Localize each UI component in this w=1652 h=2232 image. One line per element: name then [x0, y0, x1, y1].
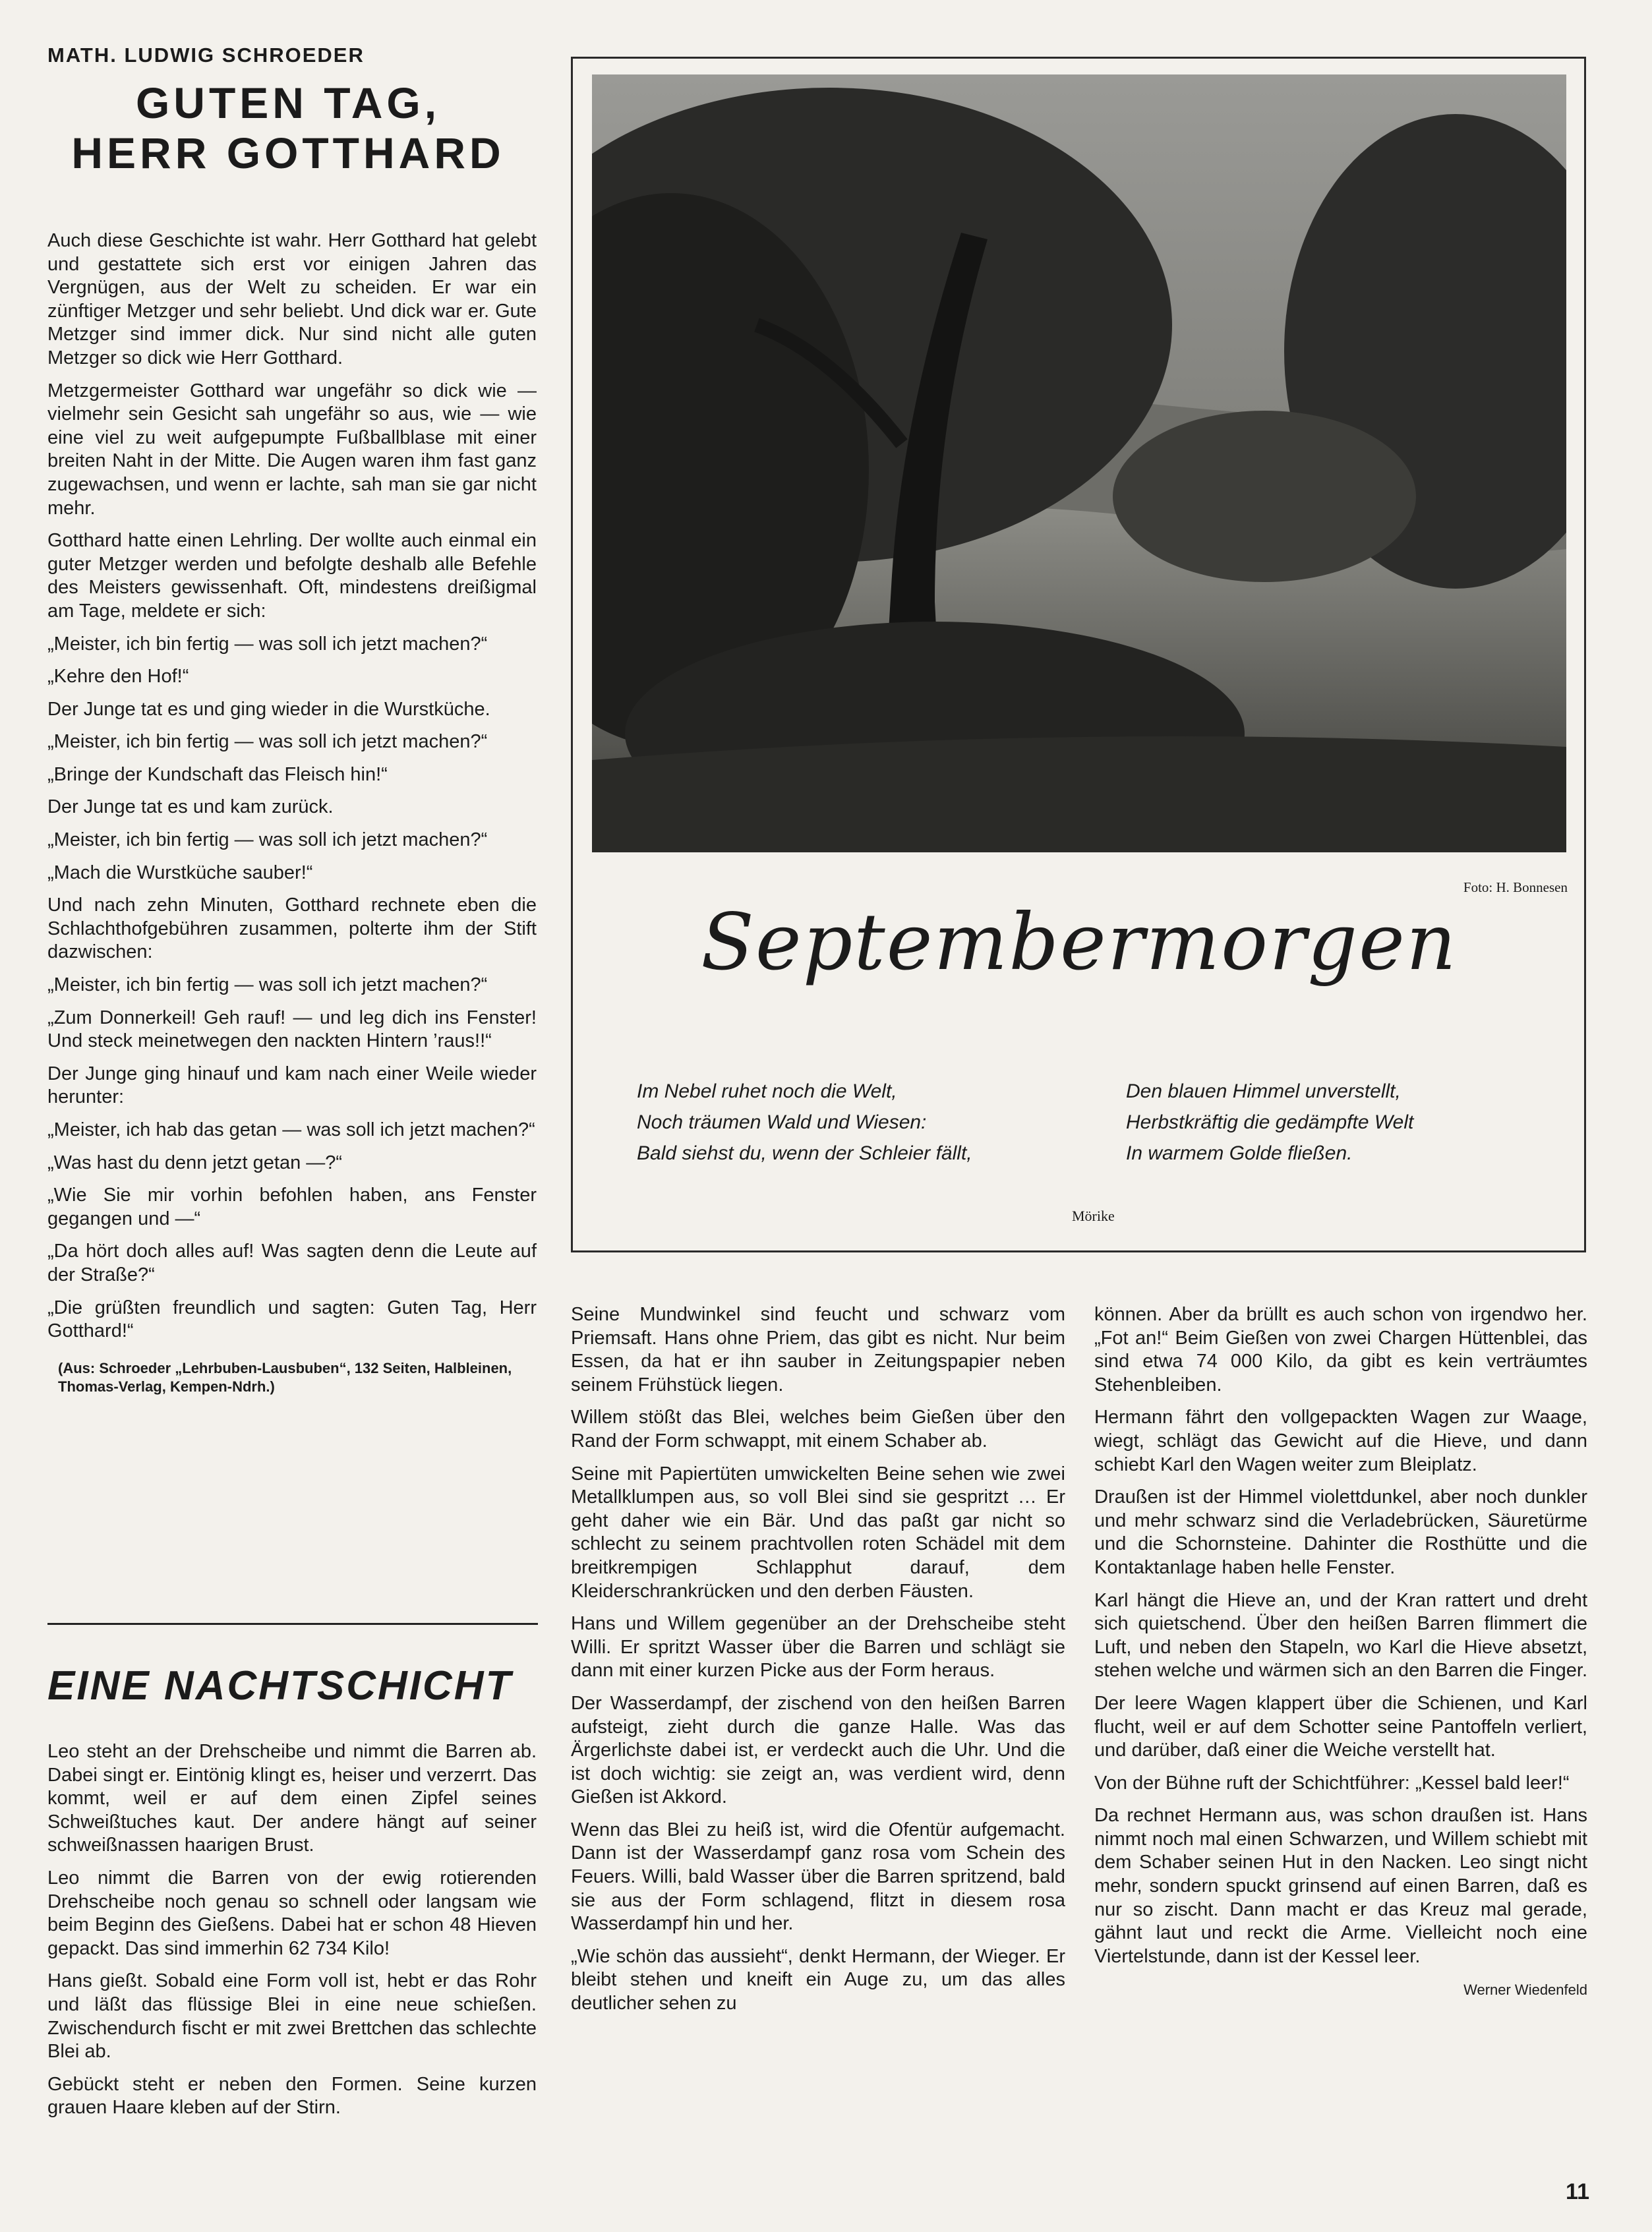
story2-paragraph: Draußen ist der Himmel violettdunkel, aber noch dunkler und mehr schwarz sind die Verladebrücken, Säuretürme und die Schornsteine. Dahinter die Rosthütte und die Kontaktanlage haben helle Fenster.	[1094, 1486, 1587, 1578]
story2-paragraph: Karl hängt die Hieve an, und der Kran rattert und dreht sich quietschend. Über den heißen Barren flimmert die Luft, und neben den Stapeln, wo Karl die Hieve absetzt, stehen welche und wärmen sich an den Barren die Finger.	[1094, 1589, 1587, 1682]
story1-source: (Aus: Schroeder „Lehrbuben-Lausbuben“, 132 Seiten, Halbleinen, Thomas-Verlag, Kempen-Ndrh.)	[58, 1359, 512, 1395]
story2-paragraph: Der leere Wagen klappert über die Schienen, und Karl flucht, weil er auf dem Schotter seine Pantoffeln verliert, und darüber, daß einer die Weiche verstellt hat.	[1094, 1692, 1587, 1761]
story2-paragraph: Hans und Willem gegenüber an der Drehscheibe steht Willi. Er spritzt Wasser über die Barren und schlägt sie dann mit einer kurzen Picke aus der Form heraus.	[571, 1613, 1065, 1682]
story2-paragraph: Willem stößt das Blei, welches beim Gießen über den Rand der Form schwappt, mit einem Schaber ab.	[571, 1407, 1065, 1452]
page-number: 11	[1566, 2179, 1589, 2204]
story1-title-line2: HERR GOTTHARD	[71, 129, 505, 177]
story1-paragraph: „Was hast du denn jetzt getan —?“	[47, 1152, 343, 1173]
story1-title-line1: GUTEN TAG,	[135, 78, 441, 127]
photo-credit: Foto: H. Bonnesen	[1463, 879, 1568, 895]
poem-line: Im Nebel ruhet noch die Welt,	[637, 1080, 897, 1102]
story2-paragraph: Von der Bühne ruft der Schichtführer: „Kessel bald leer!“	[1094, 1772, 1570, 1794]
story2-signature: Werner Wiedenfeld	[1463, 1982, 1587, 1999]
story2-paragraph: Hermann fährt den vollgepackten Wagen zur Waage, wiegt, schlägt das Gewicht auf die Hieve, und dann schiebt Karl den Wagen weiter zum Bleiplatz.	[1094, 1407, 1587, 1475]
story2-paragraph: Wenn das Blei zu heiß ist, wird die Ofentür aufgemacht. Dann ist der Wasserdampf ganz rosa vom Schein des Feuers. Willi, bald Wasser über die Barren spritzend, bald sie aus der Form schlagend, flitzt in diesem rosa Wasserdampf hin und her.	[571, 1819, 1065, 1935]
story1-author: MATH. LUDWIG SCHROEDER	[47, 44, 365, 67]
story1-paragraph: „Wie Sie mir vorhin befohlen haben, ans Fenster gegangen und —“	[47, 1185, 537, 1229]
story1-body	[47, 229, 537, 1396]
landscape-photo	[592, 74, 1566, 852]
poem-line: Bald siehst du, wenn der Schleier fällt,	[637, 1142, 972, 1164]
poem-line: Den blauen Himmel unverstellt,	[1126, 1080, 1401, 1102]
story1-paragraph: „Da hört doch alles auf! Was sagten denn die Leute auf der Straße?“	[47, 1241, 537, 1285]
story2-paragraph: Seine mit Papiertüten umwickelten Beine sehen wie zwei Metallklumpen aus, so voll Blei sind sie gespritzt … Er geht daher wie ein Bär. Und das paßt gar nicht so schlecht zu seinem prachtvollen roten Schädel mit dem breitkrempigen Schlapphut darauf, dem Kleiderschrankrücken und den derben Fäusten.	[571, 1463, 1065, 1602]
story1-paragraph: Auch diese Geschichte ist wahr. Herr Gotthard hat gelebt und gestattete sich erst vor einigen Jahren das Vergnügen, aus der Welt zu scheiden. Er war ein zünftiger Metzger und sehr beliebt. Und dick war er. Gute Metzger sind immer dick. Nur sind nicht alle guten Metzger so dick wie Herr Gotthard.	[47, 230, 537, 368]
story2-title: EINE NACHTSCHICHT	[47, 1663, 513, 1709]
poem-author: Mörike	[1072, 1208, 1115, 1224]
story2-paragraph: Hans gießt. Sobald eine Form voll ist, hebt er das Rohr und läßt das flüssige Blei in eine neue schießen. Zwischendurch fischt er mit zwei Brettchen das schlechte Blei ab.	[47, 1970, 537, 2063]
story2-paragraph: Der Wasserdampf, der zischend von den heißen Barren aufsteigt, zieht durch die ganze Halle. Was das Ärgerlichste dabei ist, er verdeckt auch die Uhr. Und die ist doch wichtig: sie zeigt an, was verdient wird, denn Gießen ist Akkord.	[571, 1692, 1065, 1808]
story1-paragraph: „Meister, ich bin fertig — was soll ich jetzt machen?“	[47, 974, 488, 996]
story1-paragraph: „Bringe der Kundschaft das Fleisch hin!“	[47, 763, 388, 785]
story2-paragraph: Da rechnet Hermann aus, was schon draußen ist. Hans nimmt noch mal einen Schwarzen, und Willem schiebt mit dem Schaber seinen Hut in den Nacken. Leo singt nicht mehr, sondern spuckt grinsend auf einen Barren, daß es nur so zischt. Dann macht er das Kreuz mal gerade, gähnt laut und reckt die Arme. Vielleicht noch eine Viertelstunde, dann ist der Kessel leer.	[1094, 1805, 1587, 1967]
story1-paragraph: „Meister, ich bin fertig — was soll ich jetzt machen?“	[47, 731, 488, 753]
story1-paragraph: Und nach zehn Minuten, Gotthard rechnete eben die Schlachthofgebühren zusammen, polterte ihm der Stift dazwischen:	[47, 895, 537, 963]
story2-column-3	[1094, 1303, 1587, 1999]
story1-paragraph: „Zum Donnerkeil! Geh rauf! — und leg dich ins Fenster! Und steck meinetwegen den nackten Hintern ’raus!!“	[47, 1007, 537, 1052]
story2-paragraph: „Wie schön das aussieht“, denkt Hermann, der Wieger. Er bleibt stehen und kneift ein Auge zu, um das alles deutlicher sehen zu	[571, 1945, 1065, 2014]
story1-paragraph: Der Junge tat es und kam zurück.	[47, 796, 334, 818]
story2-paragraph: Leo steht an der Drehscheibe und nimmt die Barren ab. Dabei singt er. Eintönig klingt es, heiser und verzerrt. Das kommt, weil er auf dem einen Zipfel seines Schweißtuches kaut. Der andere hängt auf seiner schweißnassen haarigen Brust.	[47, 1741, 537, 1856]
poem-title: Septembermorgen	[701, 896, 1458, 987]
poem-right-stanza	[1126, 1076, 1413, 1169]
story2-paragraph: Seine Mundwinkel sind feucht und schwarz vom Priemsaft. Hans ohne Priem, das gibt es nicht. Nur beim Essen, da hat er ihn sauber in Zeitungspapier neben seinem Frühstück liegen.	[571, 1304, 1065, 1395]
story1-paragraph: „Meister, ich hab das getan — was soll ich jetzt machen?“	[47, 1119, 535, 1140]
story2-paragraph: Leo nimmt die Barren von der ewig rotierenden Drehscheibe noch genau so schnell oder langsam wie beim Beginn des Gießens. Dabei hat er schon 48 Hieven gepackt. Das sind immerhin 62 734 Kilo!	[47, 1867, 537, 1959]
story2-paragraph: Gebückt steht er neben den Formen. Seine kurzen grauen Haare kleben auf der Stirn.	[47, 2073, 537, 2119]
story2-paragraph: können. Aber da brüllt es auch schon von irgendwo her. „Fot an!“ Beim Gießen von zwei Chargen Hüttenblei, das sind etwa 74 000 Kilo, da gibt es kein verträumtes Stehenbleiben.	[1094, 1304, 1587, 1395]
story1-paragraph: Der Junge tat es und ging wieder in die Wurstküche.	[47, 698, 490, 720]
story1-paragraph: „Meister, ich bin fertig — was soll ich jetzt machen?“	[47, 829, 488, 851]
story1-paragraph: Gotthard hatte einen Lehrling. Der wollte auch einmal ein guter Metzger werden und befolgte deshalb alle Befehle des Meisters gewissenhaft. Oft, mindestens dreißigmal am Tage, meldete er sich:	[47, 530, 537, 622]
poem-line: Herbstkräftig die gedämpfte Welt	[1126, 1111, 1414, 1133]
poem-line: In warmem Golde fließen.	[1126, 1142, 1353, 1164]
poem-left-stanza	[637, 1076, 972, 1169]
story1-paragraph: „Kehre den Hof!“	[47, 666, 189, 688]
story1-paragraph: Der Junge ging hinauf und kam nach einer Weile wieder herunter:	[47, 1063, 537, 1108]
section-divider	[47, 1623, 538, 1625]
story1-paragraph: „Die grüßten freundlich und sagten: Guten Tag, Herr Gotthard!“	[47, 1297, 537, 1342]
story1-paragraph: „Meister, ich bin fertig — was soll ich jetzt machen?“	[47, 633, 488, 655]
story1-paragraph: „Mach die Wurstküche sauber!“	[47, 862, 313, 883]
story2-column-1	[47, 1740, 537, 2129]
poem-line: Noch träumen Wald und Wiesen:	[637, 1111, 927, 1133]
story1-title	[47, 78, 529, 178]
story1-paragraph: Metzgermeister Gotthard war ungefähr so dick wie — vielmehr sein Gesicht sah ungefähr so aus, wie — wie eine viel zu weit aufgepumpte Fußballblase mit einer breiten Naht in der Mitte. Die Augen waren ihm fast ganz zugewachsen, und wenn er lachte, sah man sie gar nicht mehr.	[47, 380, 537, 519]
story2-column-2	[571, 1303, 1065, 2025]
